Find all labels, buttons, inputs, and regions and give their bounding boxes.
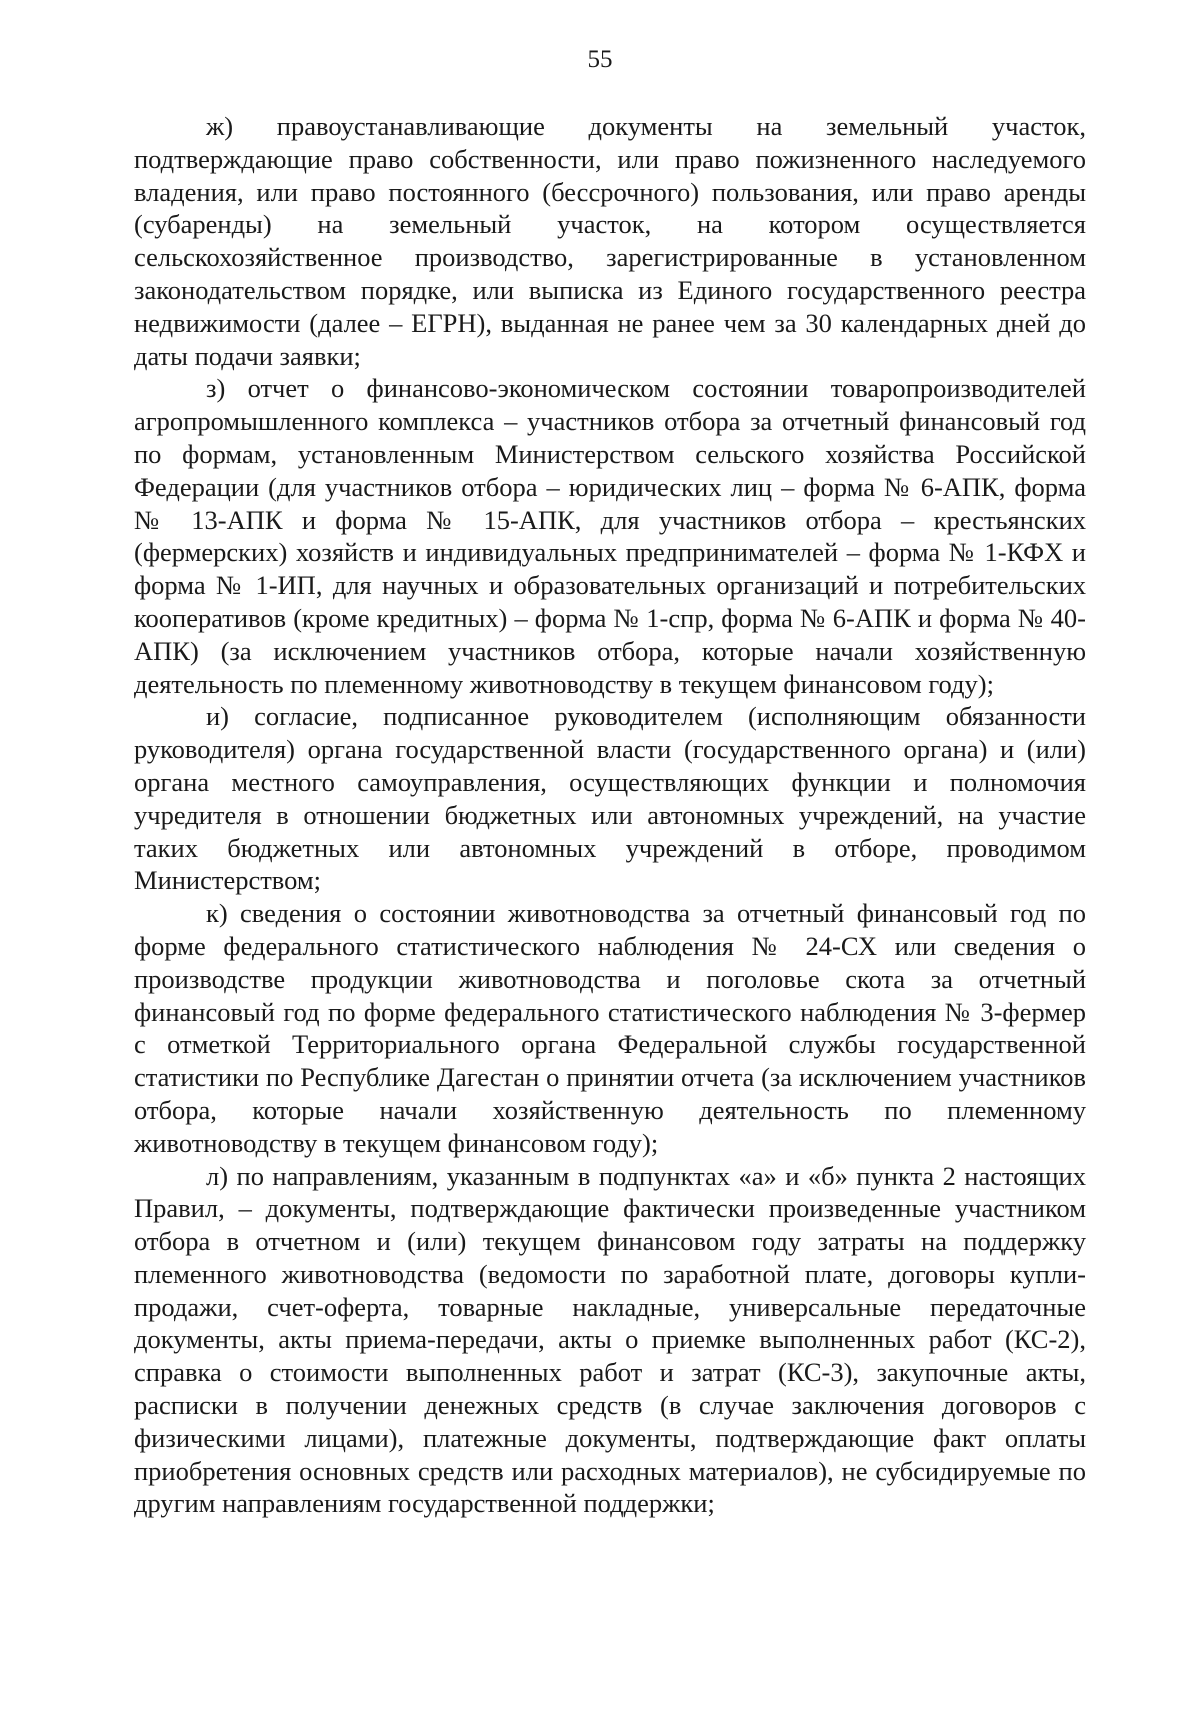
paragraph-l: л) по направлениям, указанным в подпунктах «а» и «б» пункта 2 настоящих Правил, – документы, подтверждающие фактически произведенные участником отбора в отчетном и (или) текущем финансовом году затраты на поддержку племенного животноводства (ведомости по заработной плате, договоры купли-продажи, счет-оферта, товарные накладные, универсальные передаточные документы, акты приема-передачи, акты о приемке выполненных работ (КС-2), справка о стоимости выполненных работ и затрат (КС-3), закупочные акты, расписки в получении денежных средств (в случае заключения договоров с физическими лицами), платежные документы, подтверждающие факт оплаты приобретения основных средств или расходных материалов), не субсидируемые по другим направлениям государственной поддержки; bbox=[134, 1160, 1086, 1519]
paragraph-zh: ж) правоустанавливающие документы на земельный участок, подтверждающие право собственности, или право пожизненного наследуемого владения, или право постоянного (бессрочного) пользования, или право аренды (субаренды) на земельный участок, на котором осуществляется сельскохозяйственное производство, зарегистрированные в установленном законодательством порядке, или выписка из Единого государственного реестра недвижимости (далее – ЕГРН), выданная не ранее чем за 30 календарных дней до даты подачи заявки; bbox=[134, 111, 1086, 371]
document-body bbox=[134, 110, 1086, 1520]
page-number: 55 bbox=[587, 46, 613, 73]
paragraph-i: и) согласие, подписанное руководителем (исполняющим обязанности руководителя) органа государственной власти (государственного органа) и (или) органа местного самоуправления, осуществляющих функции и полномочия учредителя в отношении бюджетных или автономных учреждений, на участие таких бюджетных или автономных учреждений в отборе, проводимом Министерством; bbox=[134, 701, 1086, 896]
paragraph-z: з) отчет о финансово-экономическом состоянии товаропроизводителей агропромышленного комплекса – участников отбора за отчетный финансовый год по формам, установленным Министерством сельского хозяйства Российской Федерации (для участников отбора – юридических лиц – форма № 6-АПК, форма № 13-АПК и форма № 15-АПК, для участников отбора – крестьянских (фермерских) хозяйств и индивидуальных предпринимателей – форма № 1-КФХ и форма № 1-ИП, для научных и образовательных организаций и потребительских кооперативов (кроме кредитных) – форма № 1-спр, форма № 6-АПК и форма № 40-АПК) (за исключением участников отбора, которые начали хозяйственную деятельность по племенному животноводству в текущем финансовом году); bbox=[134, 373, 1086, 699]
paragraph-k: к) сведения о состоянии животноводства за отчетный финансовый год по форме федерального статистического наблюдения № 24-СХ или сведения о производстве продукции животноводства и поголовье скота за отчетный финансовый год по форме федерального статистического наблюдения № 3-фермер с отметкой Территориального органа Федеральной службы государственной статистики по Республике Дагестан о принятии отчета (за исключением участников отбора, которые начали хозяйственную деятельность по племенному животноводству в текущем финансовом году); bbox=[134, 898, 1086, 1158]
